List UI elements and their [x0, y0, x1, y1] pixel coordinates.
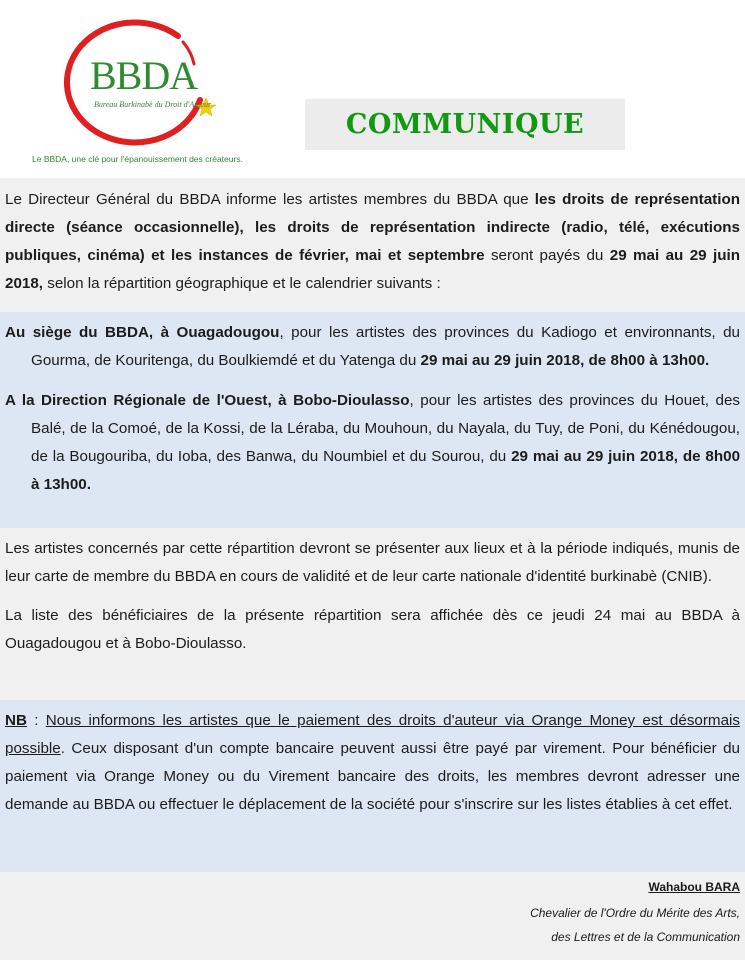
instructions-section — [0, 528, 745, 700]
bobo-paragraph: A la Direction Régionale de l'Ouest, à Bobo-Dioulasso, pour les artistes des provinces du Houet, des Balé, de la Comoé, de la Kossi, de la Léraba, du Mouhoun, du Nayala, du Tuy, de Poni, du Kénédougou, de la Bougouriba, du Ioba, des Banwa, du Noumbiel et du Sourou, du 29 mai au 29 juin 2018, de 8h00 à 13h00. — [5, 392, 741, 493]
logo-subtitle: Bureau Burkinabè du Droit d'Auteur — [94, 100, 212, 109]
nb-section — [0, 700, 745, 872]
bbda-logo — [28, 8, 278, 168]
page-title: COMMUNIQUE — [345, 109, 585, 140]
intro-section — [0, 178, 745, 312]
signatory-name: Wahabou BARA — [648, 880, 740, 894]
intro-paragraph: Le Directeur Général du BBDA informe les artistes membres du BBDA que les droits de représentation directe (séance occasionnelle), les droits de représentation indirecte (radio, télé, exécutions publiques, cinéma) et les instances de février, mai et septembre seront payés du 29 mai au 29 juin 2018, selon la répartition géographique et le calendrier suivants : — [5, 191, 740, 292]
schedule-section — [0, 312, 745, 528]
logo-text: BBDA — [90, 53, 198, 98]
liste-paragraph: La liste des bénéficiaires de la présente répartition sera affichée dès ce jeudi 24 mai au BBDA à Ouagadougou et à Bobo-Dioulasso. — [5, 607, 740, 652]
header — [0, 0, 745, 178]
ouaga-paragraph: Au siège du BBDA, à Ouagadougou, pour les artistes des provinces du Kadiogo et environnants, du Gourma, de Kouritenga, du Boulkiemdé et du Yatenga du 29 mai au 29 juin 2018, de 8h00 à 13h00. — [5, 324, 740, 369]
nb-paragraph: NB : Nous informons les artistes que le paiement des droits d'auteur via Orange Money est désormais possible. Ceux disposant d'un compte bancaire peuvent aussi être payé par virement. Pour bénéficier du paiement via Orange Money ou du Virement bancaire des droits, les membres devront adresser une demande au BBDA ou effectuer le déplacement de la société pour s'inscrire sur les listes établies à cet effet. — [5, 712, 740, 813]
artists-paragraph: Les artistes concernés par cette répartition devront se présenter aux lieux et à la période indiqués, munis de leur carte de membre du BBDA en cours de validité et de leur carte nationale d'identité burkinabè (CNIB). — [5, 540, 740, 585]
title-box — [305, 99, 625, 150]
logo-slogan: Le BBDA, une clé pour l'épanouissement des créateurs. — [32, 154, 243, 164]
signatory-title-line2: des Lettres et de la Communication — [551, 930, 740, 944]
signature-block — [0, 872, 745, 960]
signatory-title-line1: Chevalier de l'Ordre du Mérite des Arts, — [530, 906, 740, 920]
